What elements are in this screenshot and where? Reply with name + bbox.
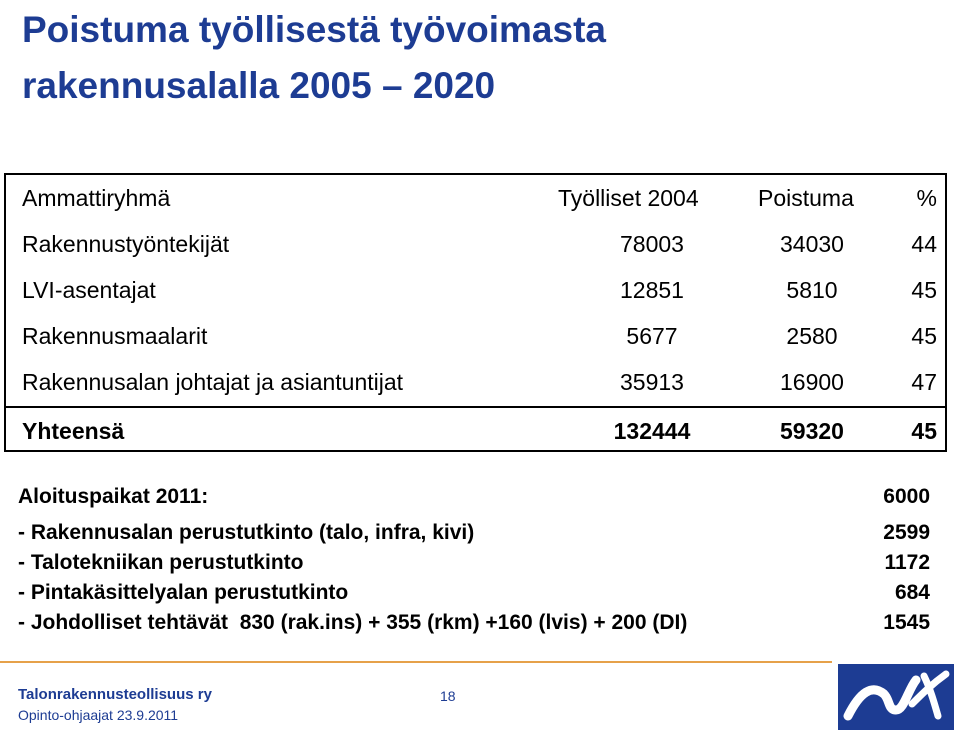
table-row	[6, 267, 945, 313]
header-pct: %	[916, 185, 937, 211]
row-group: Rakennustyöntekijät	[22, 231, 230, 257]
total-exit: 59320	[780, 418, 844, 444]
footer-divider	[0, 661, 832, 663]
row-group: Rakennusalan johtajat ja asiantuntijat	[22, 369, 404, 395]
title-line-2: rakennusalalla 2005 – 2020	[22, 65, 496, 106]
total-pct: 45	[911, 418, 937, 444]
row-group: LVI-asentajat	[22, 277, 156, 303]
table-header-row	[6, 175, 945, 221]
list-item-text: - Pintakäsittelyalan perustutkinto	[18, 581, 349, 604]
header-group: Ammattiryhmä	[22, 185, 171, 211]
list-item-value: 1172	[884, 551, 930, 574]
total-group: Yhteensä	[22, 418, 125, 444]
row-pct: 47	[911, 369, 937, 395]
row-exit: 16900	[780, 369, 844, 395]
list-item-value: 2599	[883, 521, 930, 544]
row-exit: 34030	[780, 231, 844, 257]
footer-organization: Talonrakennusteollisuus ry	[18, 686, 212, 703]
list-item	[18, 608, 938, 638]
table-row	[6, 313, 945, 359]
starting-places-heading-line	[18, 480, 938, 514]
starting-places-heading: Aloituspaikat 2011:	[18, 485, 209, 508]
list-item-value: 684	[894, 581, 930, 604]
page-number: 18	[440, 688, 456, 704]
list-item-text: - Johdolliset tehtävät 830 (rak.ins) + 355 (rkm) +160 (lvis) + 200 (DI)	[18, 611, 688, 634]
list-item-text: - Rakennusalan perustutkinto (talo, infra, kivi)	[18, 521, 475, 544]
list-item	[18, 548, 938, 578]
list-item-value: 1545	[883, 611, 930, 634]
starting-places-total: 6000	[883, 485, 930, 508]
table-total-row	[6, 408, 945, 454]
row-pct: 44	[911, 231, 937, 257]
talonrakennusteollisuus-logo-icon	[838, 664, 954, 730]
retirement-table	[4, 173, 947, 452]
table-row	[6, 221, 945, 267]
list-item	[18, 518, 938, 548]
list-item	[18, 578, 938, 608]
row-employed: 78003	[620, 231, 684, 257]
row-employed: 12851	[620, 277, 684, 303]
row-employed: 35913	[620, 369, 684, 395]
footer-date: Opinto-ohjaajat 23.9.2011	[18, 707, 179, 723]
total-employed: 132444	[613, 418, 691, 444]
row-exit: 2580	[786, 323, 838, 349]
row-pct: 45	[911, 277, 937, 303]
header-employed: Työlliset 2004	[558, 185, 699, 211]
row-pct: 45	[911, 323, 937, 349]
row-group: Rakennusmaalarit	[22, 323, 208, 349]
slide-title	[22, 2, 942, 114]
row-employed: 5677	[626, 323, 678, 349]
list-item-text: - Talotekniikan perustutkinto	[18, 551, 304, 574]
starting-places-list	[18, 480, 938, 638]
header-exit: Poistuma	[758, 185, 854, 211]
table-row	[6, 359, 945, 405]
title-line-1: Poistuma työllisestä työvoimasta	[22, 9, 606, 50]
row-exit: 5810	[786, 277, 838, 303]
